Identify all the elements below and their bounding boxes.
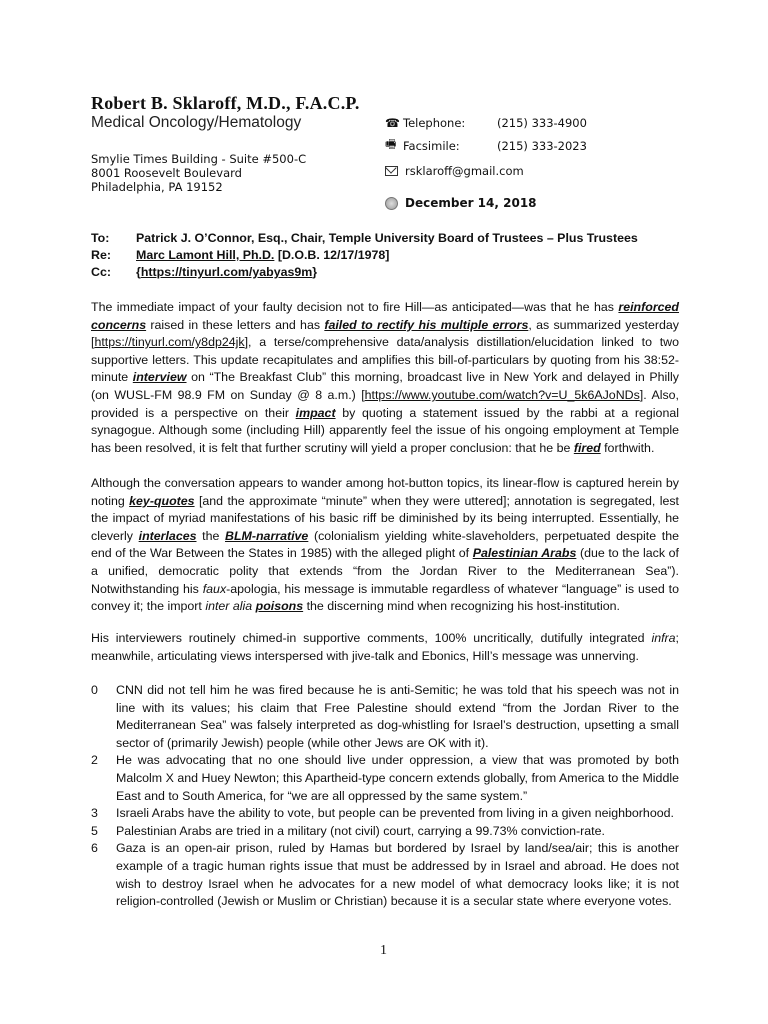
re-subject-name: Marc Lamont Hill, Ph.D. xyxy=(136,248,275,262)
item-text: Palestinian Arabs are tried in a military (not civil) court, carrying a 99.73% conviction-rate. xyxy=(116,823,605,838)
list-item xyxy=(91,823,679,841)
item-text: He was advocating that no one should live under oppression, a view that was promoted by both Malcolm X and Huey Newton; this Apartheid-type concern extends globally, from America to the Middle East and to South America, for “we are all oppressed by the same system.” xyxy=(116,753,679,803)
text: on “The Breakfast Club” this morning, broadcast live in New York and delayed in Philly (on WUSL-FM 98.9 FM on Sunday @ 8 a.m.) [ xyxy=(91,370,680,402)
emphasis: key-quotes xyxy=(129,493,195,508)
address-line-2: 8001 Roosevelt Boulevard xyxy=(91,166,242,180)
italic: faux xyxy=(202,581,227,596)
to-line xyxy=(91,231,638,245)
author-specialty: Medical Oncology/Hematology xyxy=(91,114,302,131)
text: by quoting a statement issued by the rabbi at a regional synagogue. Although some (including Hill) apparently feel the issue of his ongoing employment at Temple has been resolved, it is felt that further scrutiny will yield a proper conclusion: that he be xyxy=(91,405,679,455)
facsimile-number: (215) 333-2023 xyxy=(497,138,587,153)
facsimile-row xyxy=(385,135,587,156)
address-line-1: Smylie Times Building - Suite #500-C xyxy=(91,152,307,166)
emphasis: impact xyxy=(295,405,336,420)
list-item xyxy=(91,752,679,805)
emphasis: poisons xyxy=(255,599,304,614)
emphasis: reinforced concerns xyxy=(91,300,679,332)
list-item xyxy=(91,840,679,910)
clock-icon xyxy=(385,197,398,210)
mail-icon xyxy=(385,166,398,176)
cc-link[interactable]: https://tinyurl.com/yabyas9m xyxy=(140,265,313,279)
item-minute: 0 xyxy=(91,683,98,697)
facsimile-label: Facsimile: xyxy=(403,138,460,153)
re-label: Re: xyxy=(91,248,111,262)
paragraph-3 xyxy=(91,630,679,665)
text: Although the conversation appears to wander among hot-button topics, its linear-flow is captured herein by noting xyxy=(91,476,679,508)
item-text: CNN did not tell him he was fired because he is anti-Semitic; he was told that his speech was not in line with its values; his claim that Free Palestine should extend “from the Jordan River to the Mediterranean Sea” was falsely interpreted as dog-whistling for Israel’s destruction, upsetting a small sector of (primarily Jewish) people (while other Jews are OK with it). xyxy=(116,683,679,750)
paragraph-1 xyxy=(91,299,679,457)
emphasis: BLM-narrative xyxy=(225,528,309,543)
text: (colonialism yielding white-slaveholders, perpetuated despite the end of the War Between the States in 1985) with the alleged plight of xyxy=(91,528,679,561)
text: the xyxy=(196,528,226,543)
cc-brace-close: } xyxy=(312,265,318,279)
item-text: Gaza is an open-air prison, ruled by Hamas but bordered by Israel by land/sea/air; this is another example of a tragic human rights issue that must be addressed by in Israel and abroad. He does not wish to destroy Israel when he advocates for a new model of what democracy looks like; it is not religion-controlled (Jewish or Muslim or Christian) because it is a secular state where everyone votes. xyxy=(116,841,679,909)
to-recipient: Patrick J. O’Connor, Esq., Chair, Temple University Board of Trustees – Plus Trustees xyxy=(136,231,638,245)
text: ]. Also, provided is a perspective on their xyxy=(91,387,679,420)
telephone-label: Telephone: xyxy=(403,116,466,130)
text: ], a terse/comprehensive data/analysis distillation/elucidation linked to two supportive letters. This update recapitulates and amplifies this bill-of-particulars by quoting from his 38:52-minute xyxy=(91,335,679,385)
item-minute: 3 xyxy=(91,806,98,821)
tinyurl-link[interactable]: https://tinyurl.com/y8dp24jk xyxy=(94,335,245,350)
item-minute: 6 xyxy=(91,841,98,856)
cc-label: Cc: xyxy=(91,265,111,279)
text: , as summarized yesterday [ xyxy=(91,317,679,350)
author-name: Robert B. Sklaroff, M.D., F.A.C.P. xyxy=(91,93,360,113)
text: [and the approximate “minute” when they were uttered]; annotation is segregated, lest the impact of myriad manifestations of his basic riff be diminished by its being interrupted. Essentially, he cleverly xyxy=(91,493,679,543)
email-row xyxy=(385,164,524,178)
emphasis: Palestinian Arabs xyxy=(472,546,577,561)
re-subject-dob: [D.O.B. 12/17/1978] xyxy=(274,248,390,262)
telephone-number: (215) 333-4900 xyxy=(497,116,587,130)
youtube-link[interactable]: https://www.youtube.com/watch?v=U_5k6AJoNDs xyxy=(364,387,640,402)
page-number: 1 xyxy=(380,943,387,958)
telephone-row xyxy=(385,116,587,130)
paragraph-2 xyxy=(91,475,679,616)
list-item xyxy=(91,682,679,752)
address-line-3: Philadelphia, PA 19152 xyxy=(91,180,223,194)
text: The immediate impact of your faulty decision not to fire Hill—as anticipated—was that he has xyxy=(91,300,619,314)
fax-icon: 🖷 xyxy=(385,137,397,151)
text: raised in these letters and has xyxy=(146,317,325,332)
emphasis: fired xyxy=(573,440,601,455)
item-minute: 5 xyxy=(91,823,98,838)
text: (due to the lack of a unified, democratic polity that extends “from the Jordan River to the Mediterranean Sea”). Notwithstanding his xyxy=(91,546,679,596)
item-minute: 2 xyxy=(91,753,98,768)
text: the discerning mind when recognizing his host-institution. xyxy=(303,599,620,614)
text: -apologia, his message is immutable regardless of whatever “language” is used to convey it; the import xyxy=(91,581,679,614)
telephone-icon: ☎ xyxy=(385,116,400,130)
letter-date: December 14, 2018 xyxy=(405,196,537,210)
emphasis: interlaces xyxy=(138,528,197,543)
emphasis: interview xyxy=(132,370,187,385)
item-text: Israeli Arabs have the ability to vote, but people can be prevented from living in a given neighborhood. xyxy=(116,806,674,821)
cc-line xyxy=(91,265,317,279)
italic: infra xyxy=(651,631,676,645)
to-label: To: xyxy=(91,231,110,245)
text: His interviewers routinely chimed-in supportive comments, 100% uncritically, dutifully integrated xyxy=(91,631,652,645)
re-line xyxy=(91,248,389,262)
italic: inter alia xyxy=(205,599,253,614)
quote-list xyxy=(91,682,679,911)
text: forthwith. xyxy=(600,440,655,455)
text: ; meanwhile, articulating views interspersed with jive-talk and Ebonics, Hill’s message was unnerving. xyxy=(91,631,679,663)
date-row xyxy=(385,196,537,210)
emphasis: failed to rectify his multiple errors xyxy=(324,317,529,332)
email-address[interactable]: rsklaroff@gmail.com xyxy=(405,164,524,178)
cc-brace-open: { xyxy=(136,265,141,279)
list-item xyxy=(91,805,679,823)
